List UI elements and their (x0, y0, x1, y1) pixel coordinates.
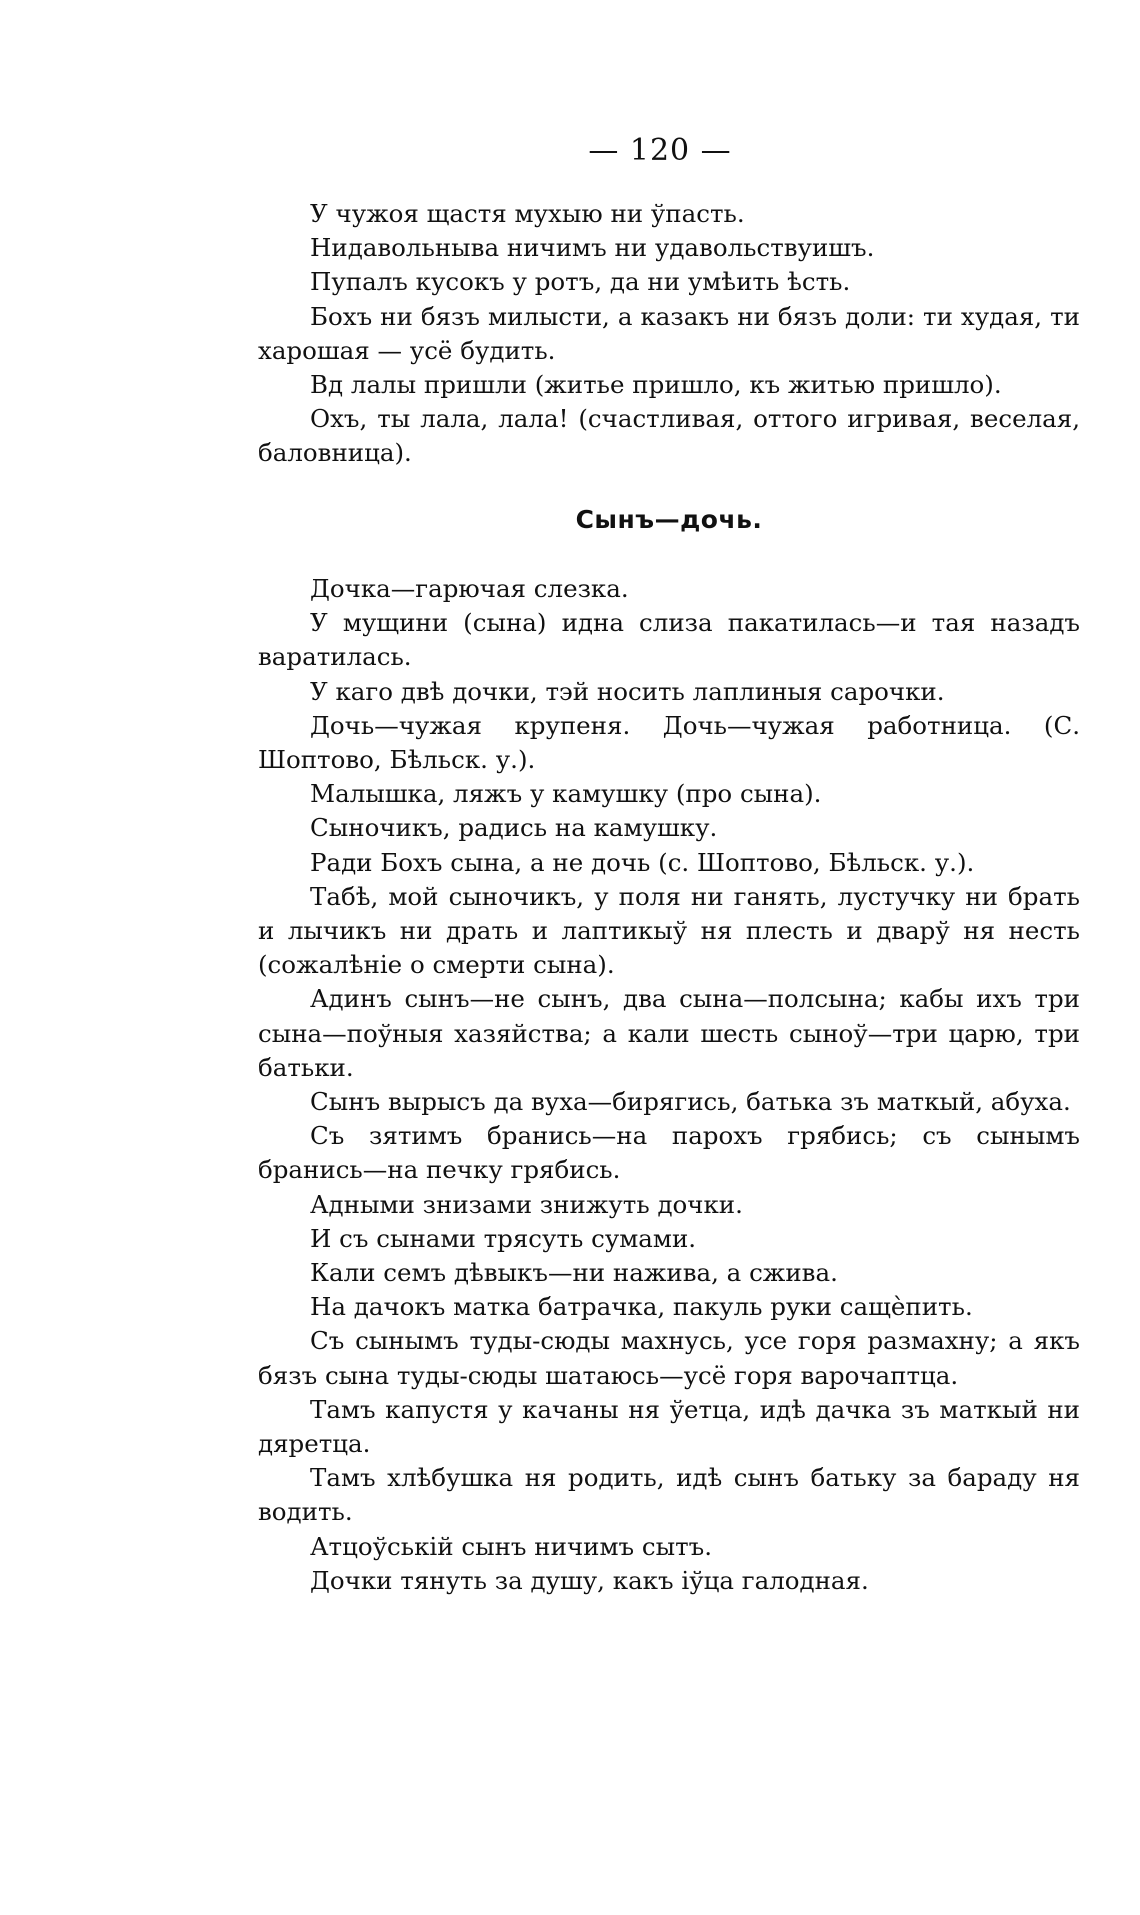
proverbs-top-section (258, 197, 1080, 471)
paragraph: Дочки тянуть за душу, какъ іўца галодная. (310, 1565, 869, 1595)
paragraph: Сынъ вырысъ да вуха—бирягись, батька зъ маткый, абуха. (310, 1087, 1071, 1117)
paragraph: Вд лалы пришли (житье пришло, къ житью пришло). (310, 370, 1002, 400)
paragraph: Тамъ капустя у качаны ня ўетца, идѣ дачка зъ маткый ни дяретца. (258, 1394, 1080, 1459)
paragraph: И съ сынами трясуть сумами. (310, 1223, 697, 1253)
paragraph: Нидавольныва ничимъ ни удавольствуишъ. (310, 233, 875, 263)
paragraph: У мущини (сына) идна слиза пакатилась—и тая назадъ варатилась. (258, 608, 1080, 672)
paragraph: Атцоўській сынъ ничимъ сытъ. (310, 1531, 713, 1561)
paragraph: Дочь—чужая крупеня. Дочь—чужая работница. (С. Шоптово, Бѣльск. у.). (258, 710, 1080, 775)
paragraph: Съ сынымъ туды-сюды махнусь, усе горя размахну; а якъ бязъ сына туды-сюды шатаюсь—усё горя варочаптца. (258, 1326, 1080, 1390)
paragraph: Табѣ, мой сыночикъ, у поля ни ганять, лустучку ни брать и лычикъ ни драть и лаптикыў ня плесть и дварў ня несть (сожалѣніе о смерти сына). (258, 881, 1080, 980)
proverbs-son-daughter-section (258, 572, 1080, 1598)
page-number: — 120 — (588, 133, 732, 168)
paragraph: Кали семъ дѣвыкъ—ни нажива, а сжива. (310, 1258, 838, 1288)
paragraph: Пупалъ кусокъ у ротъ, да ни умѣить ѣсть. (310, 267, 851, 297)
paragraph: Тамъ хлѣбушка ня родить, идѣ сынъ батьку за бараду ня водить. (258, 1463, 1080, 1527)
section-heading: Сынъ—дочь. (575, 505, 763, 534)
paragraph: Ради Бохъ сына, а не дочь (с. Шоптово, Бѣльск. у.). (310, 847, 975, 877)
paragraph: Бохъ ни бязъ милысти, а казакъ ни бязъ доли: ти худая, ти харошая — усё будить. (258, 301, 1080, 365)
paragraph: У чужоя щастя мухыю ни ўпасть. (310, 199, 745, 228)
paragraph: Съ зятимъ бранись—на парохъ грябись; съ сынымъ бранись—на печку грябись. (258, 1121, 1080, 1185)
paragraph: Адными знизами знижуть дочки. (310, 1189, 743, 1219)
paragraph: Дочка—гарючая слезка. (310, 574, 629, 603)
paragraph: Малышка, ляжъ у камушку (про сына). (310, 779, 822, 809)
paragraph: Сыночикъ, радись на камушку. (310, 813, 718, 843)
paragraph: На дачокъ матка батрачка, пакуль руки сащѐпить. (310, 1292, 973, 1322)
paragraph: У каго двѣ дочки, тэй носить лаплиныя сарочки. (310, 676, 945, 706)
paragraph: Охъ, ты лала, лала! (счастливая, оттого игривая, веселая, баловница). (258, 404, 1080, 468)
paragraph: Адинъ сынъ—не сынъ, два сына—полсына; кабы ихъ три сына—поўныя хазяйства; а кали шесть сыноў—три царю, три батьки. (258, 984, 1080, 1082)
